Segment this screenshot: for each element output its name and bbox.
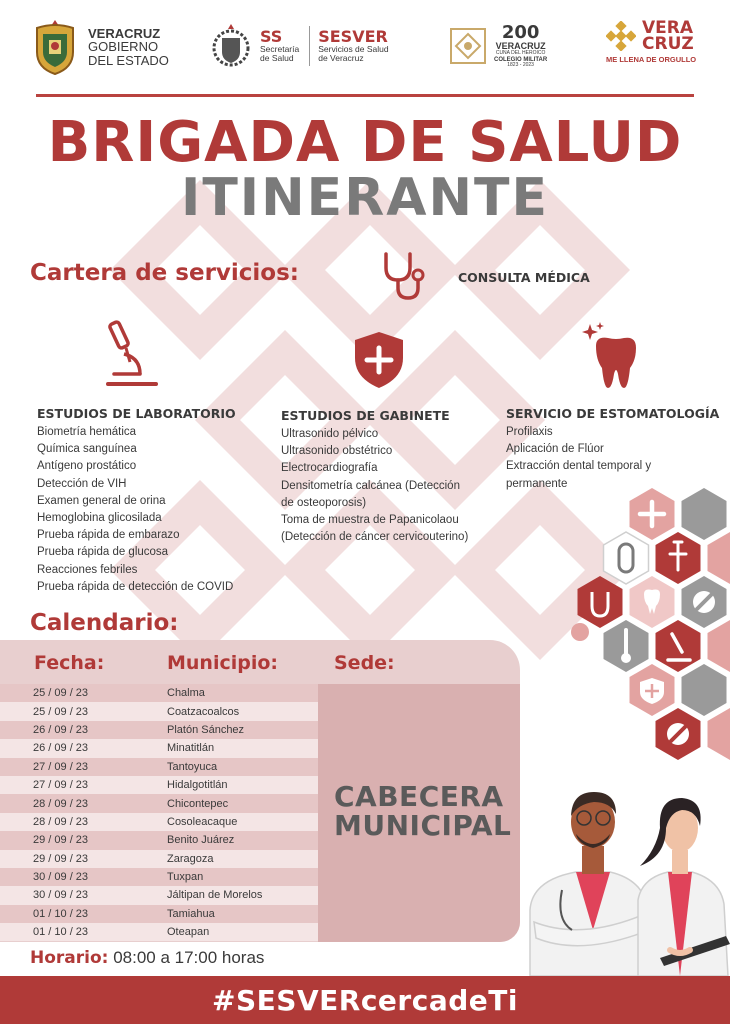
ss-line2: de Salud xyxy=(260,53,294,64)
doctors-illustration xyxy=(520,780,730,976)
header-divider xyxy=(36,94,694,97)
veracruz-tagline: ME LLENA DE ORGULLO xyxy=(606,55,697,65)
ss-abbr: SS xyxy=(260,26,283,46)
footer-bar xyxy=(0,976,730,1024)
municipio-cell: Jáltipan de Morelos xyxy=(167,889,263,902)
list-item: Extracción dental temporal y xyxy=(506,460,652,473)
sesver-line2: de Veracruz xyxy=(318,53,364,64)
medical-hexagon-cluster xyxy=(566,484,730,774)
table-row xyxy=(0,702,318,720)
table-row xyxy=(0,813,318,831)
horario-label: Horario: xyxy=(30,948,109,968)
table-row xyxy=(0,868,318,886)
list-item: Ultrasonido pélvico xyxy=(281,428,379,440)
colegio-line1: VERACRUZ xyxy=(495,41,546,51)
municipio-cell: Cosoleacaque xyxy=(167,815,238,828)
fecha-cell: 25 / 09 / 23 xyxy=(33,687,89,700)
gabinete-list xyxy=(281,426,468,546)
fecha-cell: 27 / 09 / 23 xyxy=(33,779,89,792)
table-row xyxy=(0,905,318,923)
municipio-cell: Tamiahua xyxy=(167,907,215,920)
fecha-cell: 28 / 09 / 23 xyxy=(33,797,89,810)
list-item: Profilaxis xyxy=(506,426,553,438)
main-title: BRIGADA DE SALUD xyxy=(47,110,683,175)
footer-hashtag: #SESVERcercadeTi xyxy=(212,983,518,1017)
list-item: Examen general de orina xyxy=(37,494,166,507)
ss-line1: Secretaría xyxy=(260,44,300,55)
table-row xyxy=(0,758,318,776)
municipio-cell: Chicontepec xyxy=(167,797,229,810)
shield-plus-icon xyxy=(352,330,406,390)
list-item: Prueba rápida de embarazo xyxy=(37,529,180,542)
ss-emblem-icon xyxy=(212,22,250,70)
fecha-cell: 01 / 10 / 23 xyxy=(33,907,89,920)
main-subtitle: ITINERANTE xyxy=(180,168,549,228)
col-sede-header: Sede: xyxy=(334,652,395,674)
municipio-cell: Platón Sánchez xyxy=(167,723,245,736)
list-item: Aplicación de Flúor xyxy=(506,443,604,456)
fecha-cell: 30 / 09 / 23 xyxy=(33,889,89,902)
table-row xyxy=(0,721,318,739)
colegio-line2: CUNA DEL HEROICO xyxy=(495,50,546,57)
list-item: Densitometría calcánea (Detección xyxy=(281,479,460,492)
list-item: Biometría hemática xyxy=(37,426,137,438)
header-logos xyxy=(0,14,730,84)
table-row xyxy=(0,776,318,794)
municipio-cell: Minatitlán xyxy=(167,742,215,755)
table-row xyxy=(0,831,318,849)
municipio-cell: Hidalgotitlán xyxy=(167,779,228,792)
list-item: Prueba rápida de glucosa xyxy=(37,546,169,559)
colegio-number: 200 xyxy=(501,22,540,43)
table-row xyxy=(0,850,318,868)
gabinete-title: ESTUDIOS DE GABINETE xyxy=(281,408,450,423)
fecha-cell: 27 / 09 / 23 xyxy=(33,760,89,773)
list-item: Toma de muestra de Papanicolaou xyxy=(281,513,459,526)
veracruz-emblem-icon xyxy=(606,21,636,51)
colegio-line3: COLEGIO MILITAR xyxy=(494,56,548,63)
colegio-line4: 1823 - 2023 xyxy=(507,61,534,68)
municipio-cell: Chalma xyxy=(167,687,205,700)
municipio-cell: Oteapan xyxy=(167,926,210,939)
table-row xyxy=(0,794,318,812)
list-item: Detección de VIH xyxy=(37,477,127,490)
table-row xyxy=(0,886,318,904)
municipio-cell: Coatzacoalcos xyxy=(167,705,240,718)
veracruz-orgullo-logo xyxy=(606,20,696,64)
gobierno-veracruz-logo xyxy=(32,18,169,76)
fecha-cell: 29 / 09 / 23 xyxy=(33,834,89,847)
list-item: Antígeno prostático xyxy=(37,460,137,473)
list-item: de osteoporosis) xyxy=(281,496,367,509)
laboratorio-list xyxy=(37,424,233,596)
municipio-cell: Benito Juárez xyxy=(167,834,235,847)
ornament-icon xyxy=(448,26,488,66)
list-item: Química sanguínea xyxy=(37,443,137,456)
table-row xyxy=(0,684,318,702)
coat-of-arms-icon xyxy=(32,18,78,76)
fecha-cell: 01 / 10 / 23 xyxy=(33,926,89,939)
veracruz-line1: VERA xyxy=(642,18,694,38)
sede-value xyxy=(334,782,511,840)
microscope-icon xyxy=(100,318,162,390)
laboratorio-title: ESTUDIOS DE LABORATORIO xyxy=(37,406,236,421)
list-item: Hemoglobina glicosilada xyxy=(37,511,162,524)
logo-divider xyxy=(309,26,310,66)
estomatologia-title: SERVICIO DE ESTOMATOLOGÍA xyxy=(506,406,720,421)
fecha-cell: 25 / 09 / 23 xyxy=(33,705,89,718)
sede-line1: CABECERA xyxy=(334,780,504,813)
stethoscope-icon xyxy=(378,250,426,302)
fecha-cell: 29 / 09 / 23 xyxy=(33,852,89,865)
list-item: (Detección de cáncer cervicouterino) xyxy=(281,531,469,544)
colegio-militar-logo xyxy=(448,24,547,68)
gov-logo-line1: VERACRUZ xyxy=(88,25,161,41)
list-item: Prueba rápida de detección de COVID xyxy=(37,580,234,593)
calendar-heading: Calendario: xyxy=(30,610,179,636)
list-item: permanente xyxy=(506,477,568,490)
consulta-medica-label: CONSULTA MÉDICA xyxy=(458,270,590,285)
fecha-cell: 26 / 09 / 23 xyxy=(33,742,89,755)
gov-logo-line2: GOBIERNO xyxy=(88,39,159,55)
municipio-cell: Tuxpan xyxy=(167,871,204,884)
sede-line2: MUNICIPAL xyxy=(334,809,512,842)
table-row xyxy=(0,923,318,941)
services-heading: Cartera de servicios: xyxy=(30,260,299,286)
col-fecha-header: Fecha: xyxy=(34,652,105,674)
table-row xyxy=(0,739,318,757)
gov-logo-line3: DEL ESTADO xyxy=(88,52,169,68)
veracruz-line2: CRUZ xyxy=(642,34,694,55)
ss-logo xyxy=(212,22,389,70)
horario xyxy=(30,948,264,968)
horario-value: 08:00 a 17:00 horas xyxy=(113,948,265,967)
estomatologia-list xyxy=(506,424,651,493)
municipio-cell: Zaragoza xyxy=(167,852,214,865)
fecha-cell: 26 / 09 / 23 xyxy=(33,723,89,736)
col-municipio-header: Municipio: xyxy=(167,652,279,674)
municipio-cell: Tantoyuca xyxy=(167,760,218,773)
sesver-line1: Servicios de Salud xyxy=(318,44,389,55)
list-item: Electrocardiografía xyxy=(281,462,378,475)
calendar-table xyxy=(0,684,318,941)
fecha-cell: 28 / 09 / 23 xyxy=(33,815,89,828)
sesver-abbr: SESVER xyxy=(318,26,388,46)
tooth-icon xyxy=(578,318,640,392)
list-item: Ultrasonido obstétrico xyxy=(281,445,393,458)
list-item: Reacciones febriles xyxy=(37,563,138,576)
fecha-cell: 30 / 09 / 23 xyxy=(33,871,89,884)
